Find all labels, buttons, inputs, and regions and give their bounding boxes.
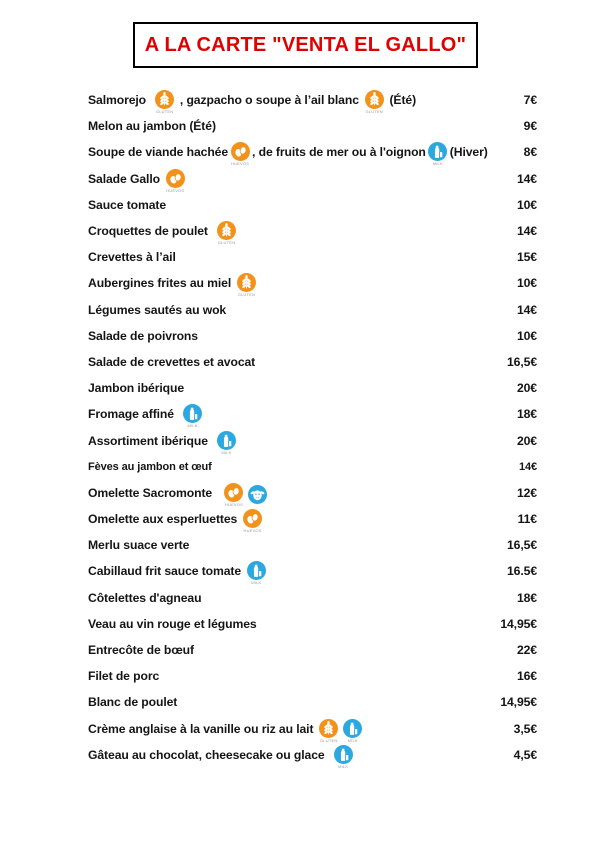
item-text: Fromage affiné <box>88 407 181 422</box>
item-text: Veau au vin rouge et légumes <box>88 616 257 631</box>
item-text: Croquettes de poulet <box>88 224 215 239</box>
item-price: 15€ <box>516 250 537 265</box>
item-text: Melon au jambon (Été) <box>88 119 216 134</box>
menu-item-row <box>88 532 537 558</box>
menu-item-row <box>88 139 537 165</box>
icon-caption: MILK <box>347 737 358 743</box>
icon-caption: HUEVOS <box>231 161 250 167</box>
item-price: 8€ <box>523 145 537 160</box>
menu-item-row <box>88 480 537 506</box>
item-price: 7€ <box>523 93 537 108</box>
icon-caption: MILK <box>251 580 262 586</box>
item-text: Blanc de poulet <box>88 695 178 710</box>
item-name <box>88 219 238 246</box>
icon-caption: MILK <box>338 763 349 769</box>
milk-icon <box>182 404 204 428</box>
item-name <box>88 167 187 191</box>
item-price: 18€ <box>516 590 537 605</box>
item-price: 16€ <box>516 669 537 684</box>
item-text: Soupe de viande hachée <box>88 145 229 160</box>
menu-item-row <box>88 427 537 453</box>
milk-icon <box>332 745 354 769</box>
icon-caption: GLUTEN <box>217 240 236 246</box>
menu-list <box>88 87 537 768</box>
icon-caption: HUEVOS <box>166 187 185 193</box>
milk-icon <box>215 431 237 455</box>
menu-item-row <box>88 716 537 742</box>
item-name <box>88 88 417 115</box>
page-title: A LA CARTE "VENTA EL GALLO" <box>144 33 467 56</box>
egg-icon <box>242 509 264 533</box>
menu-item-row <box>88 192 537 218</box>
item-price: 14€ <box>516 302 537 317</box>
menu-item-row <box>88 454 537 480</box>
item-name <box>88 198 166 212</box>
menu-item-row <box>88 349 537 375</box>
item-name <box>88 591 201 605</box>
item-text: Jambon ibérique <box>88 381 185 396</box>
item-text: Merlu suace verte <box>88 538 190 553</box>
item-price: 10€ <box>516 328 537 343</box>
item-text: Côtelettes d'agneau <box>88 590 202 605</box>
item-name <box>88 303 226 317</box>
item-text: Sauce tomate <box>88 197 167 212</box>
icon-caption: GLUTEN <box>237 292 256 298</box>
item-name <box>88 119 216 133</box>
egg-icon <box>164 169 186 193</box>
item-price: 10€ <box>516 276 537 291</box>
icon-caption: MILK <box>221 449 232 455</box>
item-price: 22€ <box>516 643 537 658</box>
menu-item-row <box>88 297 537 323</box>
item-name <box>88 507 265 534</box>
title-box <box>133 22 478 68</box>
icon-caption: GLUTEN <box>365 109 383 115</box>
menu-item-row <box>88 218 537 244</box>
gluten-icon <box>154 90 176 114</box>
item-name <box>88 643 194 657</box>
item-text: Crevettes à l’ail <box>88 250 176 265</box>
item-text: Crème anglaise à la vanille ou riz au lait <box>88 721 317 736</box>
item-text: Salmorejo <box>88 93 153 108</box>
item-text: (Hiver) <box>449 145 488 160</box>
egg-icon <box>223 483 245 507</box>
item-price: 16,5€ <box>507 354 537 369</box>
item-text: Salade Gallo <box>88 171 164 186</box>
egg-icon <box>229 142 251 166</box>
milk-icon <box>427 142 449 166</box>
item-name <box>88 271 258 298</box>
menu-item-row <box>88 401 537 427</box>
menu-item-row <box>88 506 537 532</box>
item-text: , de fruits de mer ou à l'oignon <box>252 145 426 160</box>
menu-item-row <box>88 689 537 715</box>
menu-item-row <box>88 270 537 296</box>
menu-item-row <box>88 637 537 663</box>
item-name <box>88 429 238 453</box>
icon-caption: HUEVOS <box>224 501 243 507</box>
icon-caption: MILK <box>187 423 198 429</box>
item-price: 16,5€ <box>507 538 537 553</box>
item-price: 3,5€ <box>513 721 537 736</box>
milk-icon <box>245 561 267 585</box>
menu-item-row <box>88 323 537 349</box>
item-name <box>88 743 355 767</box>
item-text: Assortiment ibérique <box>88 433 215 448</box>
item-name <box>88 250 176 264</box>
item-text: , gazpacho o soupe à l’ail blanc <box>176 93 363 108</box>
menu-item-row <box>88 375 537 401</box>
gluten-icon <box>215 221 237 245</box>
item-price: 18€ <box>516 407 537 422</box>
item-text: Aubergines frites au miel <box>88 276 235 291</box>
item-price: 14,95€ <box>500 695 537 710</box>
item-name <box>88 617 257 631</box>
milk-icon <box>342 719 364 743</box>
gluten-icon <box>318 719 340 743</box>
item-text: Salade de poivrons <box>88 328 198 343</box>
item-name <box>88 381 184 395</box>
item-name <box>88 402 205 429</box>
item-price: 11€ <box>517 512 537 527</box>
item-name <box>88 695 177 709</box>
menu-item-row <box>88 663 537 689</box>
item-price: 14,95€ <box>500 616 537 631</box>
item-text: Fèves au jambon et œuf <box>88 460 212 473</box>
icon-caption: MILK <box>432 161 443 167</box>
item-name <box>88 329 198 343</box>
menu-item-row <box>88 244 537 270</box>
item-price: 14€ <box>516 224 537 239</box>
gluten-icon <box>235 273 257 297</box>
item-name <box>88 538 189 552</box>
item-name <box>88 461 212 473</box>
item-name <box>88 559 268 586</box>
item-price: 10€ <box>516 197 537 212</box>
icon-caption: GLUTEN <box>320 737 338 743</box>
item-text: (Été) <box>386 93 417 108</box>
item-name <box>88 140 488 167</box>
item-price: 14€ <box>518 460 537 473</box>
item-text: Omelette Sacromonte <box>88 485 222 500</box>
item-name <box>88 481 270 505</box>
menu-item-row <box>88 558 537 584</box>
item-price: 16.5€ <box>507 564 537 579</box>
menu-item-row <box>88 166 537 192</box>
item-price: 20€ <box>516 381 537 396</box>
item-price: 9€ <box>523 119 537 134</box>
item-price: 12€ <box>516 485 537 500</box>
item-text: Salade de crevettes et avocat <box>88 354 256 369</box>
menu-item-row <box>88 113 537 139</box>
item-text: Cabillaud frit sauce tomate <box>88 564 245 579</box>
menu-item-row <box>88 585 537 611</box>
menu-item-row <box>88 611 537 637</box>
item-name <box>88 355 255 369</box>
item-text: Filet de porc <box>88 669 160 684</box>
item-name <box>88 717 365 741</box>
icon-caption: GLUTEN <box>155 109 174 115</box>
menu-item-row <box>88 87 537 113</box>
item-text: Omelette aux esperluettes <box>88 512 241 527</box>
item-text: Légumes sautés au wok <box>88 302 227 317</box>
item-text: Entrecôte de bœuf <box>88 643 194 658</box>
icon-caption: HUEVOS <box>243 528 262 534</box>
item-name <box>88 669 159 683</box>
gluten-icon <box>363 90 385 114</box>
item-price: 20€ <box>516 433 537 448</box>
animal-icon <box>247 485 269 504</box>
menu-item-row <box>88 742 537 768</box>
item-price: 14€ <box>516 171 537 186</box>
item-price: 4,5€ <box>513 747 537 762</box>
item-text: Gâteau au chocolat, cheesecake ou glace <box>88 747 332 762</box>
